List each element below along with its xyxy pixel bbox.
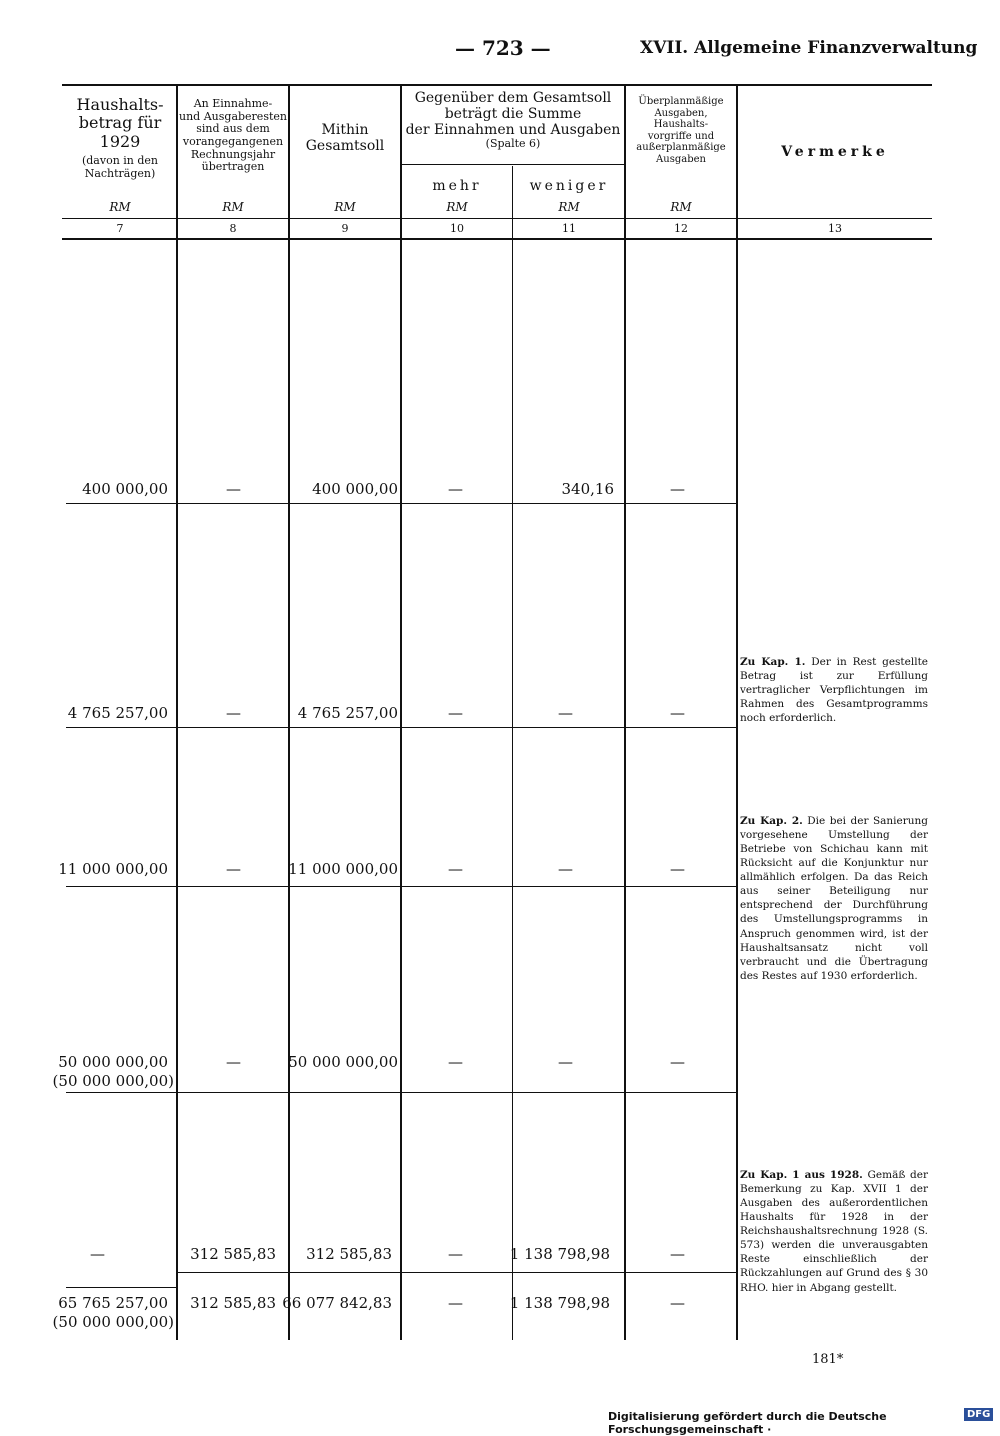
unit-label: RM — [558, 200, 580, 214]
cell-more: — — [448, 860, 463, 878]
unit-rule — [62, 218, 932, 219]
cell-budget: — — [90, 1245, 105, 1263]
unit-label: RM — [222, 200, 244, 214]
cell-budget: 400 000,00 — [82, 480, 168, 498]
table-top-rule — [62, 84, 932, 86]
unit-label: RM — [446, 200, 468, 214]
row-separator — [66, 1287, 176, 1288]
dfg-logo: DFG — [964, 1408, 993, 1421]
cell-less: 340,16 — [561, 480, 614, 498]
cell-more: — — [448, 1053, 463, 1071]
cell-more: — — [448, 1245, 463, 1263]
cell-total-target: 4 765 257,00 — [297, 704, 398, 722]
col-header-11: weniger — [529, 178, 609, 194]
col-divider-10-11 — [512, 166, 513, 1340]
row-separator — [66, 727, 736, 728]
cell-more: — — [448, 704, 463, 722]
cell-total-target: 11 000 000,00 — [288, 860, 398, 878]
cell-carryover: — — [226, 480, 241, 498]
row-separator — [66, 886, 736, 887]
col-divider-12-13 — [736, 86, 738, 1340]
col-divider-9-10 — [400, 86, 402, 1340]
unit-label: RM — [109, 200, 131, 214]
unit-label: RM — [334, 200, 356, 214]
col-divider-11-12 — [624, 86, 626, 1340]
cell-carryover: — — [226, 1053, 241, 1071]
page-number: — 723 — — [455, 36, 551, 60]
cell-budget: 4 765 257,00 — [67, 704, 168, 722]
cell-overplan: — — [670, 704, 685, 722]
note-kap-1-1928: Zu Kap. 1 aus 1928. Gemäß der Bemerkung zu Kap. XVII 1 der Ausgaben des außerordentlichen Haushalts für 1928 in der Reichshaushaltsrechnung 1928 (S. 573) werden die unverausgabten Reste einschließlich der Rückzahlungen auf Grund des § 30 RHO. hier in Abgang gestellt. — [740, 1169, 928, 1294]
note-kap-1: Zu Kap. 1. Der in Rest gestellte Betrag ist zur Erfüllung vertraglicher Verpflichtungen im Rahmen des Gesamtprogramms noch erforderlich. — [740, 656, 929, 725]
column-number: 8 — [229, 222, 237, 235]
column-number: 12 — [674, 222, 688, 235]
header-bottom-rule — [62, 238, 932, 240]
cell-budget-total: 65 765 257,00 — [58, 1294, 168, 1312]
col-header-10: mehr — [432, 178, 482, 194]
cell-total-target-total: 66 077 842,83 — [282, 1294, 392, 1312]
row-separator — [66, 1092, 736, 1093]
cell-overplan: — — [670, 1053, 685, 1071]
cell-less: — — [558, 704, 573, 722]
cell-overplan-total: — — [670, 1294, 685, 1312]
col-header-7: Haushalts- betrag für 1929 (davon in den Nachträgen) — [76, 95, 164, 180]
cell-budget: 50 000 000,00 — [58, 1053, 168, 1071]
row-separator — [176, 1272, 736, 1273]
cell-total-target: 312 585,83 — [306, 1245, 392, 1263]
page-mark: 181* — [812, 1352, 844, 1367]
col-header-12: Überplanmäßige Ausgaben, Haushalts- vorgriffe und außerplanmäßige Ausgaben — [636, 96, 726, 165]
col-header-9: Mithin Gesamtsoll — [305, 122, 385, 155]
cell-less: — — [558, 860, 573, 878]
cell-budget-supplement-total: (50 000 000,00) — [52, 1313, 174, 1331]
cell-more: — — [448, 480, 463, 498]
col-header-group: Gegenüber dem Gesamtsoll beträgt die Summe der Einnahmen und Ausgaben (Spalte 6) — [405, 90, 621, 151]
section-title: XVII. Allgemeine Finanzverwaltung — [640, 38, 978, 58]
cell-overplan: — — [670, 860, 685, 878]
unit-label: RM — [670, 200, 692, 214]
column-number: 11 — [562, 222, 576, 235]
note-kap-2: Zu Kap. 2. Die bei der Sanierung vorgesehene Umstellung der Betriebe von Schichau kann mit Rücksicht auf die Konjunktur nur allmählich erfolgen. Da das Reich aus seiner Beteiligung nur entsprechend der Durchführung des Umstellungsprogramms in Anspruch genommen wird, ist der Haushaltsansatz nicht voll verbraucht und die Übertragung des Restes auf 1930 erforderlich. — [740, 815, 928, 982]
cell-less: — — [558, 1053, 573, 1071]
cell-overplan: — — [670, 1245, 685, 1263]
cell-total-target: 400 000,00 — [312, 480, 398, 498]
group-header-rule — [402, 164, 624, 165]
row-separator — [66, 503, 736, 504]
column-number: 13 — [828, 222, 842, 235]
col-header-13: Vermerke — [781, 144, 889, 160]
column-number: 10 — [450, 222, 464, 235]
col-divider-7-8 — [176, 86, 178, 1340]
footer-credit: Digitalisierung gefördert durch die Deutsche Forschungsgemeinschaft · — [608, 1410, 887, 1436]
cell-budget-supplement: (50 000 000,00) — [52, 1072, 174, 1090]
cell-budget: 11 000 000,00 — [58, 860, 168, 878]
cell-total-target: 50 000 000,00 — [288, 1053, 398, 1071]
col-divider-8-9 — [288, 86, 290, 1340]
column-number: 9 — [341, 222, 349, 235]
column-number: 7 — [116, 222, 124, 235]
cell-carryover: 312 585,83 — [190, 1245, 276, 1263]
cell-more-total: — — [448, 1294, 463, 1312]
cell-carryover-total: 312 585,83 — [190, 1294, 276, 1312]
cell-less-total: 1 138 798,98 — [509, 1294, 610, 1312]
col-header-8: An Einnahme- und Ausgaberesten sind aus dem vorangegangenen Rechnungsjahr übertragen — [179, 97, 287, 174]
cell-less: 1 138 798,98 — [509, 1245, 610, 1263]
cell-carryover: — — [226, 860, 241, 878]
cell-overplan: — — [670, 480, 685, 498]
cell-carryover: — — [226, 704, 241, 722]
